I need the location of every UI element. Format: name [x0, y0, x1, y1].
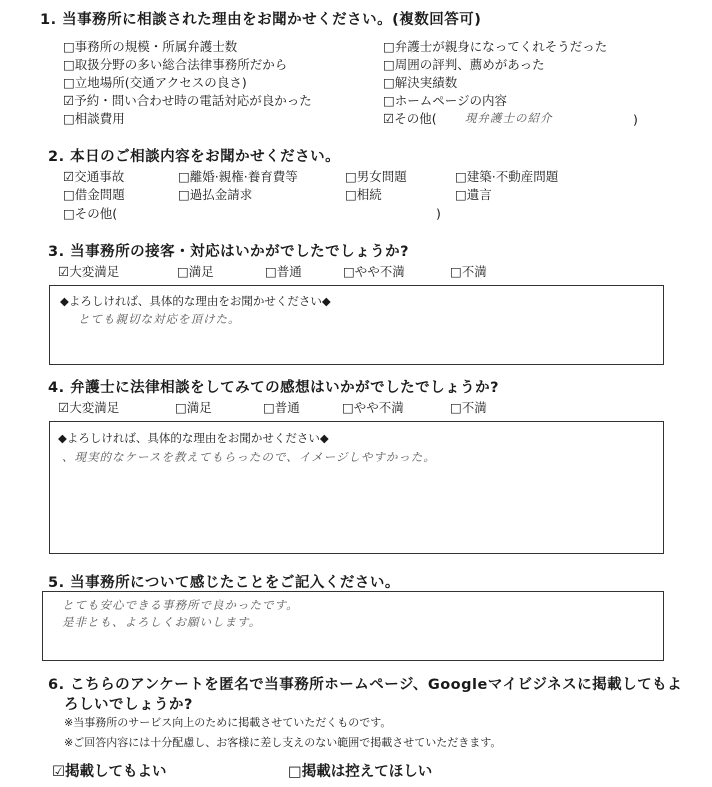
- q1-option-caring[interactable]: □弁護士が親身になってくれそうだった: [383, 39, 608, 54]
- q3-prompt: ◆よろしければ、具体的な理由をお聞かせください◆: [60, 294, 331, 308]
- q4-handwritten-answer: 、現実的なケースを教えてもらったので、イメージしやすかった。: [62, 450, 436, 464]
- q6-choice-publish-decline[interactable]: □掲載は控えてほしい: [288, 764, 433, 780]
- q2-option-inheritance[interactable]: □相続: [345, 187, 382, 202]
- q3-option-somewhat-dissatisfied[interactable]: □やや不満: [343, 264, 405, 279]
- q1-title: 1. 当事務所に相談された理由をお聞かせください。(複数回答可): [40, 12, 482, 28]
- q4-prompt: ◆よろしければ、具体的な理由をお聞かせください◆: [58, 431, 329, 445]
- q2-option-will[interactable]: □遺言: [455, 187, 492, 202]
- q1-option-fee[interactable]: □相談費用: [63, 111, 125, 126]
- q3-option-neutral[interactable]: □普通: [265, 264, 302, 279]
- q4-option-satisfied[interactable]: □満足: [175, 400, 212, 415]
- q6-choice-publish-ok[interactable]: ☑掲載してもよい: [52, 764, 167, 780]
- q6-note1: ※当事務所のサービス向上のために掲載させていただくものです。: [64, 716, 392, 729]
- q3-option-dissatisfied[interactable]: □不満: [450, 264, 487, 279]
- q1-option-website[interactable]: □ホームページの内容: [383, 93, 508, 108]
- q4-title: 4. 弁護士に法律相談をしてみての感想はいかがでしたでしょうか?: [48, 380, 500, 396]
- q5-handwritten-line2: 是非とも、よろしくお願いします。: [62, 615, 262, 629]
- q1-other-handwritten: 現弁護士の紹介: [465, 111, 553, 125]
- q6-note2: ※ご回答内容には十分配慮し、お客様に差し支えのない範囲で掲載させていただきます。: [64, 736, 502, 749]
- q2-option-relationship[interactable]: □男女問題: [345, 169, 407, 184]
- q2-option-overpayment[interactable]: □過払金請求: [178, 187, 253, 202]
- q2-option-traffic[interactable]: ☑交通事故: [63, 169, 125, 184]
- q4-option-somewhat-dissatisfied[interactable]: □やや不満: [342, 400, 404, 415]
- q2-option-other[interactable]: □その他(: [63, 206, 118, 221]
- q1-option-other[interactable]: ☑その他(: [383, 111, 437, 126]
- q3-option-very-satisfied[interactable]: ☑大変満足: [58, 264, 120, 279]
- q2-other-close-paren: ): [436, 206, 441, 221]
- q1-option-phone[interactable]: ☑予約・問い合わせ時の電話対応が良かった: [63, 93, 312, 108]
- q1-option-scale[interactable]: □事務所の規模・所属弁護士数: [63, 39, 238, 54]
- q4-option-very-satisfied[interactable]: ☑大変満足: [58, 400, 120, 415]
- q1-option-results[interactable]: □解決実績数: [383, 75, 458, 90]
- q5-handwritten-line1: とても安心できる事務所で良かったです。: [62, 598, 299, 612]
- q4-option-dissatisfied[interactable]: □不満: [450, 400, 487, 415]
- q5-title: 5. 当事務所について感じたことをご記入ください。: [48, 575, 400, 591]
- q2-option-debt[interactable]: □借金問題: [63, 187, 125, 202]
- q2-title: 2. 本日のご相談内容をお聞かせください。: [48, 149, 341, 165]
- q2-option-divorce[interactable]: □離婚·親権·養育費等: [178, 169, 298, 184]
- q1-option-location[interactable]: □立地場所(交通アクセスの良さ): [63, 75, 247, 90]
- q3-option-satisfied[interactable]: □満足: [177, 264, 214, 279]
- q3-handwritten-answer: とても親切な対応を頂けた。: [78, 312, 241, 326]
- q6-title-line1: 6. こちらのアンケートを匿名で当事務所ホームページ、Googleマイビジネスに掲載してもよ: [48, 677, 683, 693]
- q3-title: 3. 当事務所の接客・対応はいかがでしたでしょうか?: [48, 244, 410, 260]
- q6-title-line2: ろしいでしょうか?: [64, 697, 193, 713]
- q4-option-neutral[interactable]: □普通: [263, 400, 300, 415]
- q1-option-reputation[interactable]: □周囲の評判、薦めがあった: [383, 57, 545, 72]
- q1-other-close-paren: ): [633, 112, 638, 127]
- q1-option-fields[interactable]: □取扱分野の多い総合法律事務所だから: [63, 57, 288, 72]
- q2-option-realestate[interactable]: □建築·不動産問題: [455, 169, 559, 184]
